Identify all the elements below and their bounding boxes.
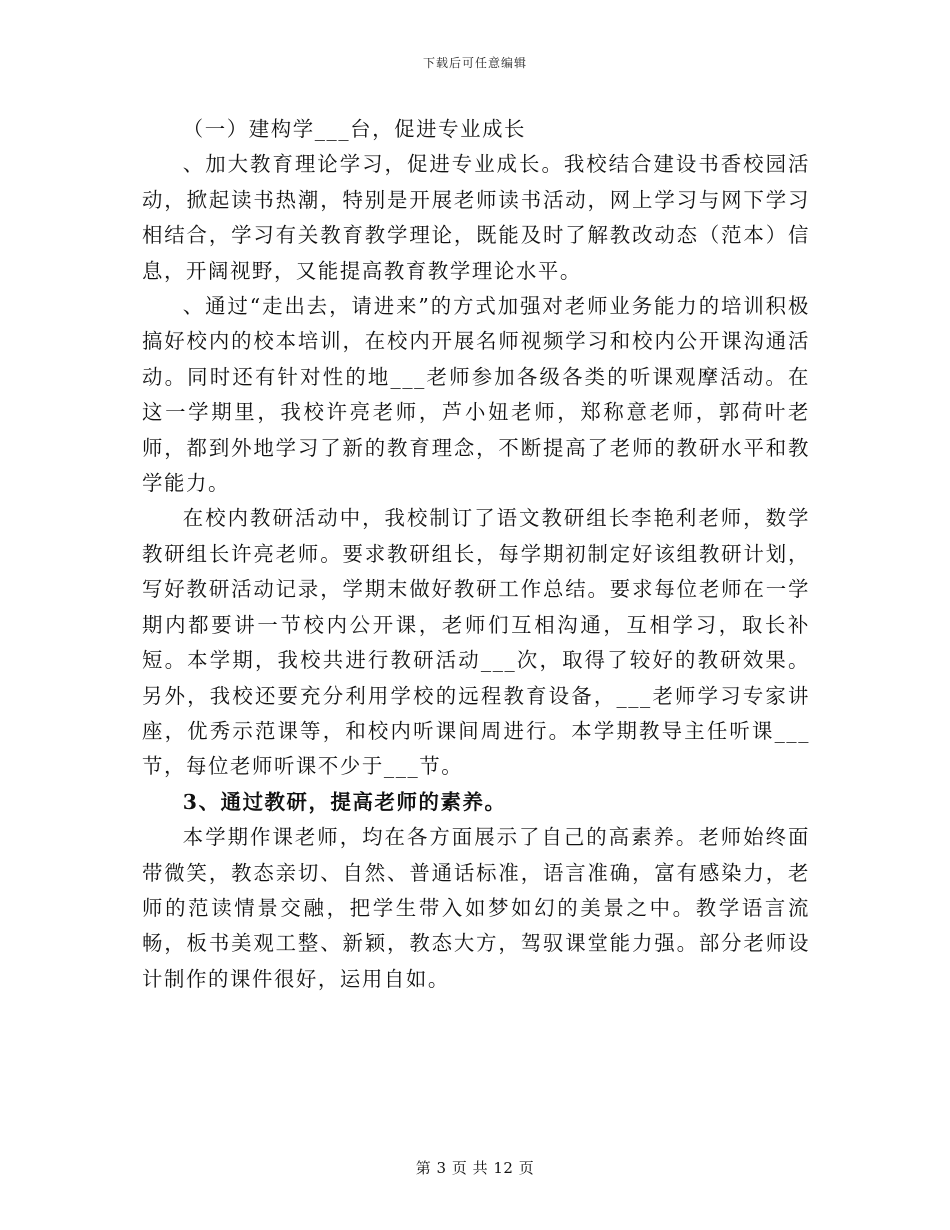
document-body	[142, 112, 810, 997]
section-heading: （一）建构学___台，促进专业成长	[182, 117, 527, 141]
paragraph-teacher-quality: 本学期作课老师，均在各方面展示了自己的高素养。老师始终面带微笑，教态亲切、自然、普通话标准，语言准确，富有感染力，老师的范读情景交融，把学生带入如梦如幻的美景之中。教学语言流畅，板书美观工整、新颖，教态大方，驾驭课堂能力强。部分老师设计制作的课件很好，运用自如。	[142, 825, 810, 991]
subheading-quality: 3、通过教研，提高老师的素养。	[182, 789, 507, 814]
paragraph-theory-study: 、加大教育理论学习，促进专业成长。我校结合建设书香校园活动，掀起读书热潮，特别是开展老师读书活动，网上学习与网下学习相结合，学习有关教育教学理论，既能及时了解教改动态（范本）信息，开阔视野，又能提高教育教学理论水平。	[142, 152, 810, 283]
paragraph-research-activities: 在校内教研活动中，我校制订了语文教研组长李艳利老师，数学教研组长许亮老师。要求教研组长，每学期初制定好该组教研计划，写好教研活动记录，学期末做好教研工作总结。要求每位老师在一学期内都要讲一节校内公开课，老师们互相沟通，互相学习，取长补短。本学期，我校共进行教研活动___次，取得了较好的教研效果。另外，我校还要充分利用学校的远程教育设备，___老师学习专家讲座，优秀示范课等，和校内听课间周进行。本学期教导主任听课___节，每位老师听课不少于___节。	[142, 506, 810, 779]
page-header: 下载后可任意编辑	[422, 56, 527, 70]
paragraph-training: 、通过“走出去，请进来”的方式加强对老师业务能力的培训积极搞好校内的校本培训，在校内开展名师视频学习和校内公开课沟通活动。同时还有针对性的地___老师参加各级各类的听课观摩活动。在这一学期里，我校许亮老师，芦小妞老师，郑称意老师，郭荷叶老师，都到外地学习了新的教育理念，不断提高了老师的教研水平和教学能力。	[142, 294, 810, 496]
page-number: 第 3 页 共 12 页	[415, 1159, 535, 1177]
